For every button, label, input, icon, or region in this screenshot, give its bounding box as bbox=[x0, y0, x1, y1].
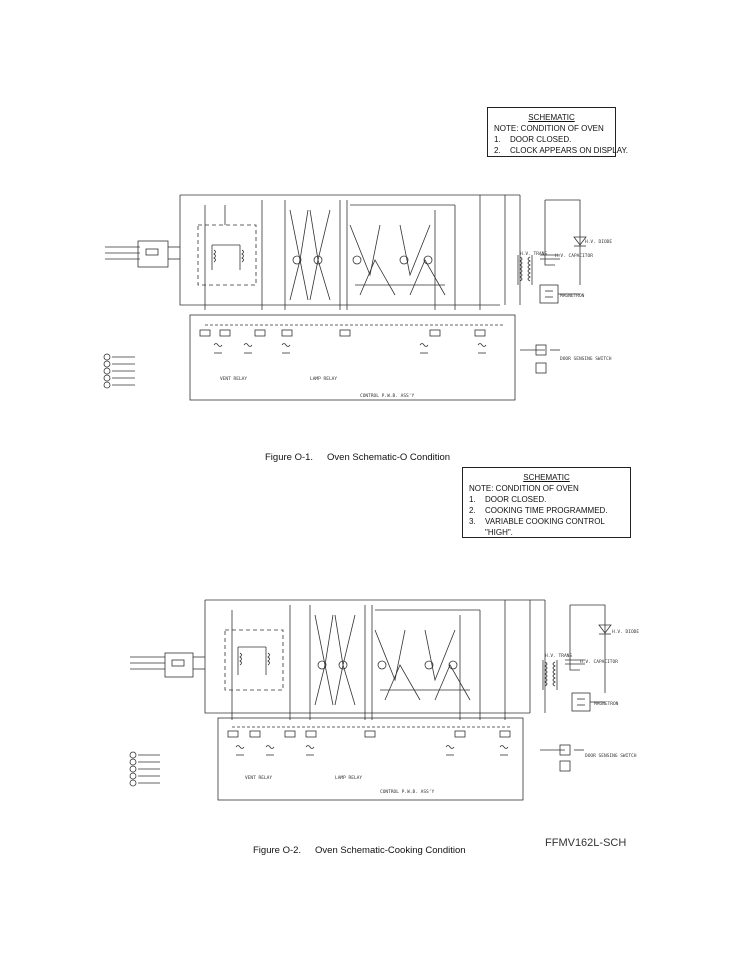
figure-label: Figure O-2. bbox=[253, 845, 302, 856]
note-item-number: 2. bbox=[469, 506, 476, 515]
control-board-label: CONTROL P.W.B. ASS'Y bbox=[360, 394, 415, 399]
figure-title: Oven Schematic-O Condition bbox=[327, 452, 451, 463]
note-item-text: VARIABLE COOKING CONTROL bbox=[485, 517, 605, 526]
note-item bbox=[469, 516, 624, 527]
figure-caption-2 bbox=[253, 845, 466, 856]
model-code: FFMV162L-SCH bbox=[545, 837, 627, 849]
figure-caption-1 bbox=[265, 452, 450, 463]
hv-trans-label: H.V. TRANS bbox=[545, 654, 573, 659]
power-cord-icon bbox=[105, 241, 180, 267]
note-item-text: "HIGH". bbox=[485, 528, 513, 537]
lamp-relay-label: LAMP RELAY bbox=[335, 776, 363, 781]
oven-schematic-cooking-diagram bbox=[0, 585, 750, 810]
hv-capacitor-label: H.V. CAPACITOR bbox=[580, 660, 618, 665]
note-heading: NOTE: CONDITION OF OVEN bbox=[469, 484, 579, 493]
door-sensing-switch-icon bbox=[540, 745, 584, 771]
schematic-note-box-1 bbox=[487, 107, 628, 157]
note-item-text: DOOR CLOSED. bbox=[485, 495, 547, 504]
note-item-text: COOKING TIME PROGRAMMED. bbox=[485, 506, 608, 515]
vent-relay-label: VENT RELAY bbox=[245, 776, 273, 781]
wire-color-legend bbox=[104, 354, 135, 388]
note-heading: NOTE: CONDITION OF OVEN bbox=[494, 124, 604, 133]
hv-diode-label: H.V. DIODE bbox=[612, 630, 640, 635]
note-item bbox=[494, 134, 609, 145]
door-sensing-label: DOOR SENSING SWITCH bbox=[585, 754, 637, 759]
hv-diode-label: H.V. DIODE bbox=[585, 240, 613, 245]
control-board-outline bbox=[218, 718, 523, 800]
note-title: SCHEMATIC bbox=[523, 473, 570, 482]
figure-title: Oven Schematic-Cooking Condition bbox=[315, 845, 466, 856]
figure-label: Figure O-1. bbox=[265, 452, 314, 463]
relay-contacts bbox=[200, 325, 505, 353]
fan-motor-coil-icon bbox=[212, 245, 244, 270]
note-item-number: 1. bbox=[469, 495, 476, 504]
lamp-relay-label: LAMP RELAY bbox=[310, 377, 338, 382]
magnetron-label: MAGNETRON bbox=[594, 702, 619, 707]
relay-contacts bbox=[228, 727, 510, 755]
magnetron-label: MAGNETRON bbox=[560, 294, 585, 299]
wire-color-legend bbox=[130, 752, 160, 786]
vent-relay-label: VENT RELAY bbox=[220, 377, 248, 382]
note-item-number: 1. bbox=[494, 135, 501, 144]
note-item bbox=[469, 494, 624, 505]
note-item-text: DOOR CLOSED. bbox=[510, 135, 572, 144]
schematic-note-box-2 bbox=[462, 467, 631, 538]
hv-trans-label: H.V. TRANS bbox=[520, 252, 548, 257]
fan-motor-coil-icon bbox=[238, 647, 270, 675]
power-cord-icon bbox=[130, 653, 205, 677]
control-board-outline bbox=[190, 315, 515, 400]
note-item bbox=[469, 527, 624, 538]
oven-schematic-off-diagram bbox=[0, 185, 750, 410]
note-item bbox=[469, 505, 624, 516]
hv-capacitor-label: H.V. CAPACITOR bbox=[555, 254, 593, 259]
door-sensing-label: DOOR SENSING SWITCH bbox=[560, 357, 612, 362]
note-item-number: 3. bbox=[469, 517, 476, 526]
door-sensing-switch-icon bbox=[520, 345, 560, 373]
note-item-text: CLOCK APPEARS ON DISPLAY. bbox=[510, 146, 628, 155]
note-title: SCHEMATIC bbox=[528, 113, 575, 122]
note-item bbox=[494, 145, 628, 156]
control-board-label: CONTROL P.W.B. ASS'Y bbox=[380, 790, 435, 795]
note-item-number: 2. bbox=[494, 146, 501, 155]
